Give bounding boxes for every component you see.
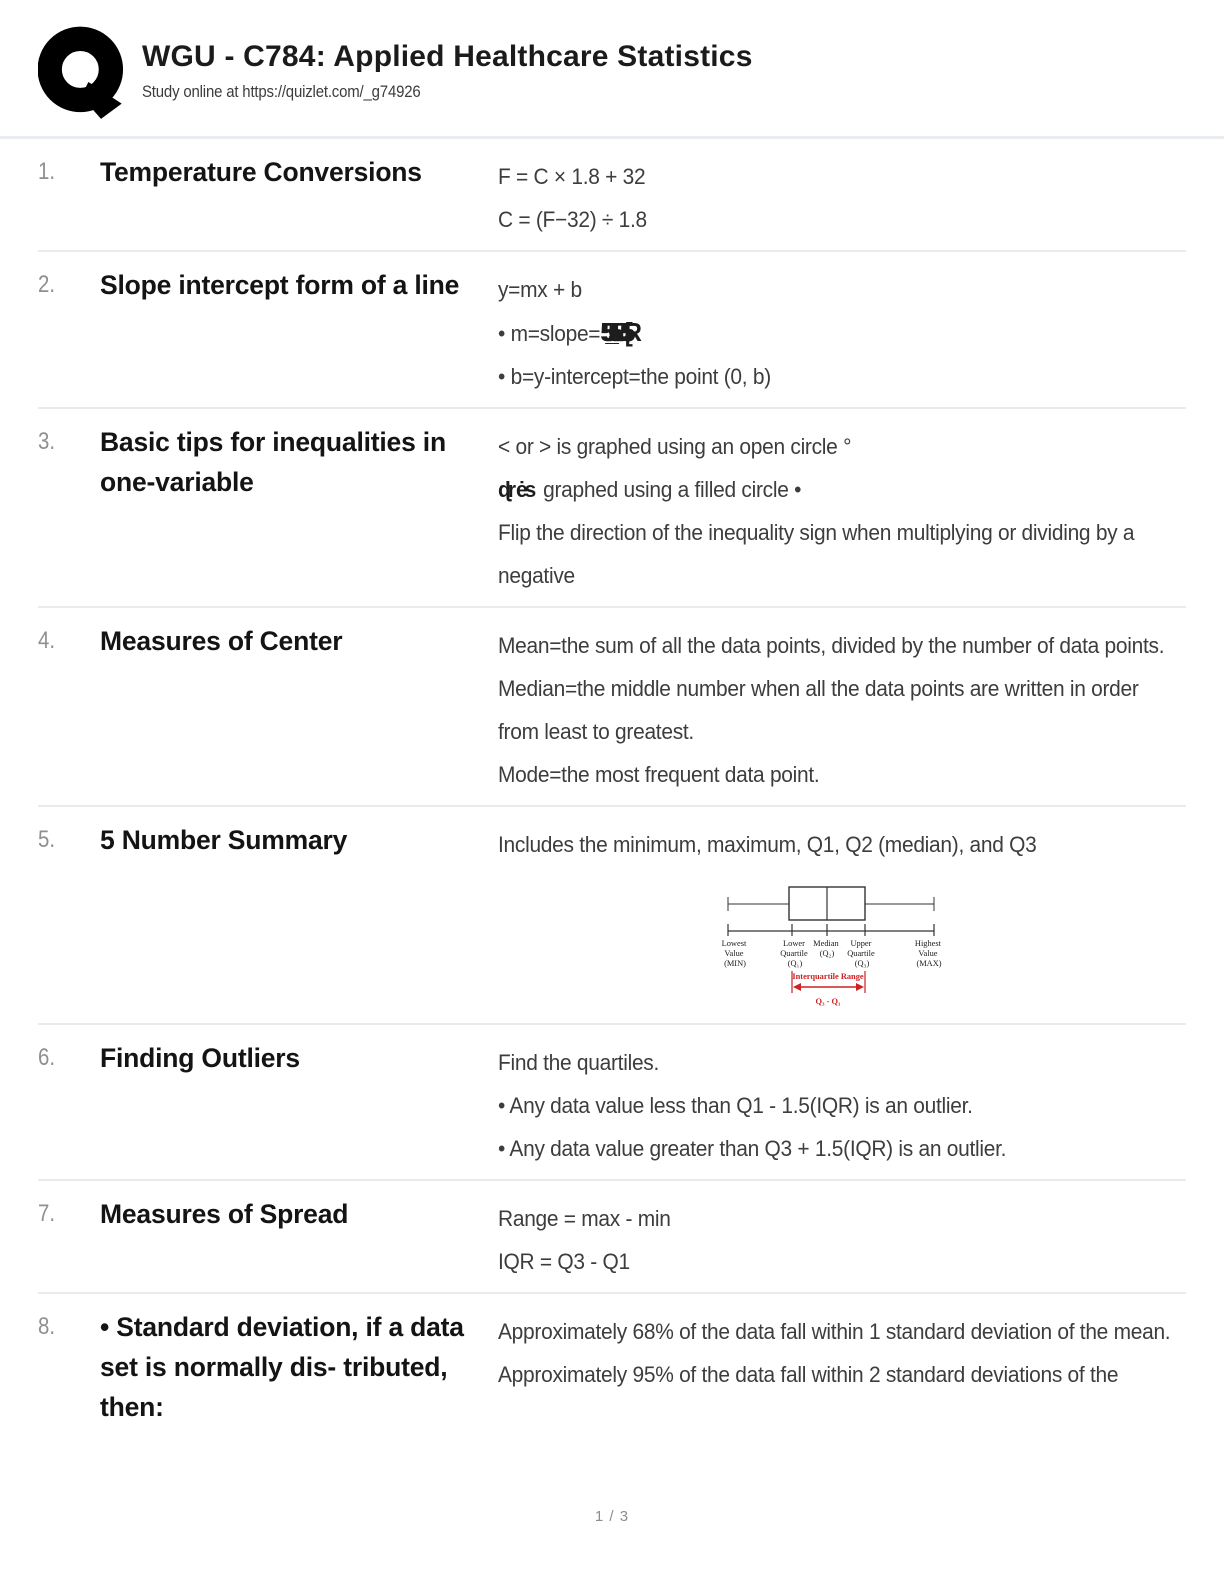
definition-segment: graphed using a filled circle •	[537, 477, 802, 502]
card-term: Slope intercept form of a line	[100, 270, 460, 300]
card-number: 4.	[38, 627, 56, 654]
boxplot-figure	[710, 874, 1186, 1010]
definition-line	[498, 753, 1183, 796]
definition-line	[498, 355, 1183, 398]
definition-segment: IQR = Q3 - Q1	[498, 1249, 630, 1274]
definition-segment: • Any data value greater than Q3 + 1.5(IQR) is an outlier.	[498, 1136, 1007, 1161]
boxplot-label-q1: Lower Quartile (Q₁)	[780, 939, 808, 968]
boxplot-iqr-formula: Q₃ - Q₁	[815, 997, 841, 1006]
definition-segment: Approximately 68% of the data fall within 1 standard deviation of the mean.	[498, 1319, 1171, 1344]
card-term: Finding Outliers	[100, 1043, 300, 1073]
boxplot-label-median: Median (Q₂)	[813, 939, 839, 958]
boxplot-label-q3: Upper Quartile (Q₃)	[847, 939, 875, 968]
definition-segment: • m=slope=	[498, 321, 601, 346]
definition-segment: Median=the middle number when all the data points are written in order from least to greatest.	[498, 676, 1139, 744]
definition-segment: y=mx + b	[498, 277, 582, 302]
card-number: 8.	[38, 1313, 56, 1340]
card-term: • Standard deviation, if a data set is normally dis- tributed, then:	[100, 1312, 464, 1422]
definition-line	[498, 468, 1183, 511]
card-definition	[498, 1194, 1186, 1283]
boxplot-label-max: Highest Value (MAX)	[914, 939, 942, 968]
card-row	[38, 608, 1186, 807]
definition-segment: Approximately 95% of the data fall within 2 standard deviations of the	[498, 1362, 1119, 1387]
definition-segment: • b=y-intercept=the point (0, b)	[498, 364, 771, 389]
card-row	[38, 1181, 1186, 1294]
card-number: 3.	[38, 428, 56, 455]
definition-line	[498, 823, 1183, 866]
page-title: WGU - C784: Applied Healthcare Statistics	[142, 40, 753, 73]
definition-segment: C = (F−32) ÷ 1.8	[498, 207, 647, 232]
definition-segment: • Any data value less than Q1 - 1.5(IQR) is an outlier.	[498, 1093, 973, 1118]
card-number: 1.	[38, 158, 56, 185]
card-definition	[498, 621, 1186, 796]
definition-segment: Mode=the most frequent data point.	[498, 762, 820, 787]
definition-segment: F = C × 1.8 + 32	[498, 164, 646, 189]
card-term: Temperature Conversions	[100, 157, 422, 187]
card-list	[0, 139, 1224, 1436]
card-number: 6.	[38, 1044, 56, 1071]
definition-line	[498, 1084, 1183, 1127]
definition-segment: Flip the direction of the inequality sign when multiplying or dividing by a negative	[498, 520, 1135, 588]
definition-line	[498, 1197, 1183, 1240]
card-row	[38, 139, 1186, 252]
card-number: 5.	[38, 826, 56, 853]
card-term: Measures of Center	[100, 626, 343, 656]
header-text	[142, 26, 753, 102]
definition-line	[498, 1041, 1183, 1084]
card-number: 2.	[38, 271, 56, 298]
card-definition	[498, 1307, 1186, 1427]
definition-line	[498, 155, 1183, 198]
definition-segment: Mean=the sum of all the data points, divided by the number of data points.	[498, 633, 1165, 658]
definition-line	[498, 1353, 1183, 1396]
definition-line	[498, 1310, 1183, 1353]
definition-segment: ɖr ės	[498, 477, 534, 502]
boxplot-diagram	[710, 874, 968, 1010]
quizlet-q-icon	[38, 26, 128, 120]
card-row	[38, 1294, 1186, 1436]
card-definition	[498, 1038, 1186, 1170]
boxplot-label-min: Lowest Value (MIN)	[721, 939, 747, 968]
definition-line	[498, 1127, 1183, 1170]
card-number: 7.	[38, 1200, 56, 1227]
card-definition	[498, 152, 1186, 241]
page-header	[0, 0, 1224, 120]
definition-line	[498, 198, 1183, 241]
card-row	[38, 807, 1186, 1025]
card-definition	[498, 265, 1186, 398]
definition-line	[498, 511, 1183, 597]
definition-line	[498, 667, 1183, 753]
definition-segment: 55_55U55[5R	[600, 317, 632, 347]
definition-segment: < or > is graphed using an open circle °	[498, 434, 852, 459]
study-online-url: Study online at https://quizlet.com/_g74926	[142, 82, 421, 101]
definition-segment: Includes the minimum, maximum, Q1, Q2 (median), and Q3	[498, 832, 1037, 857]
definition-line	[498, 268, 1183, 311]
card-term: Measures of Spread	[100, 1199, 349, 1229]
page-number: 1 / 3	[594, 1508, 630, 1525]
definition-segment: Find the quartiles.	[498, 1050, 660, 1075]
definition-line	[498, 624, 1183, 667]
definition-line	[498, 1240, 1183, 1283]
card-term: 5 Number Summary	[100, 825, 348, 855]
card-row	[38, 409, 1186, 608]
definition-line	[498, 311, 1183, 355]
card-definition	[498, 422, 1186, 597]
card-term: Basic tips for inequalities in one-variable	[100, 427, 446, 497]
card-definition	[498, 820, 1186, 1014]
boxplot-iqr-title: Interquartile Range	[792, 972, 864, 981]
card-row	[38, 252, 1186, 409]
definition-line	[498, 425, 1183, 468]
definition-segment: Range = max - min	[498, 1206, 671, 1231]
card-row	[38, 1025, 1186, 1181]
